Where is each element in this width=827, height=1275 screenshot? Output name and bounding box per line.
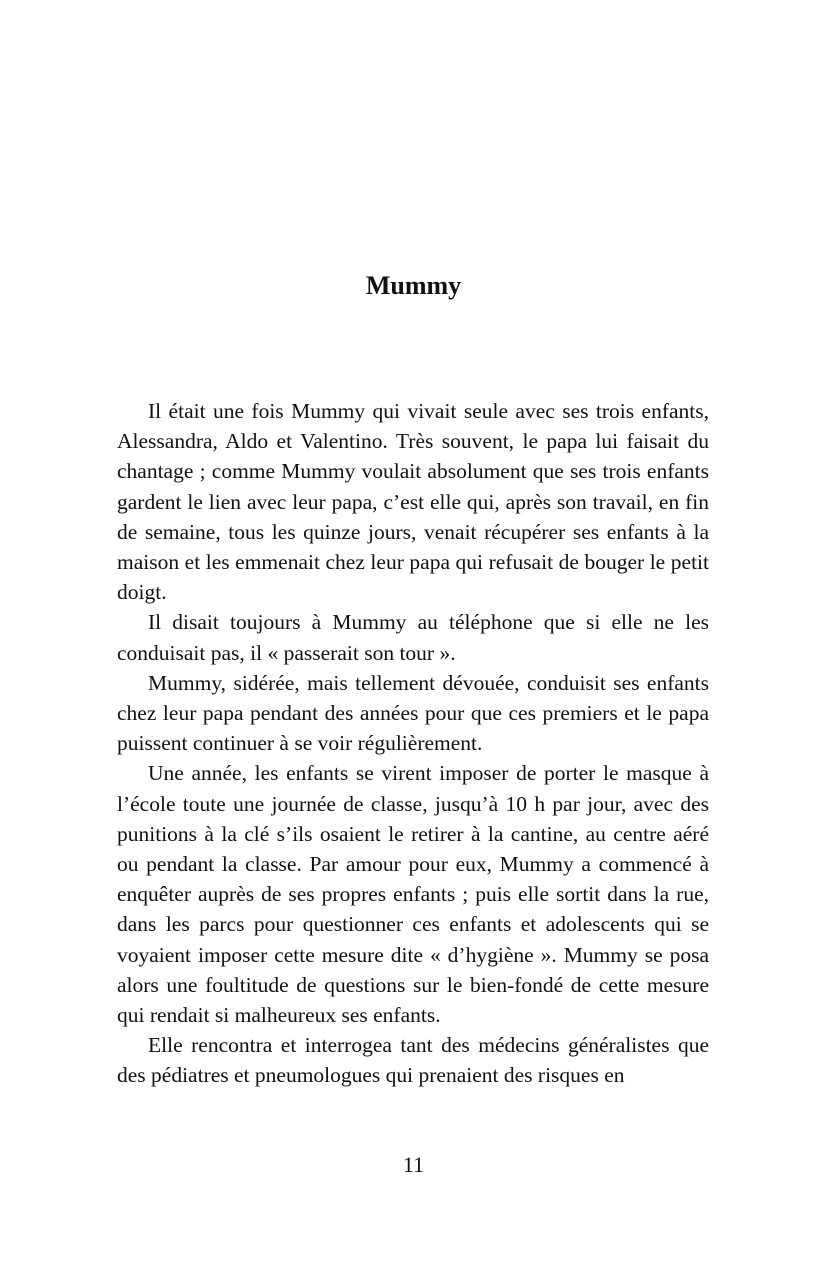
paragraph: Une année, les enfants se virent imposer de porter le masque à l’école toute une journée de classe, jusqu’à 10 h par jour, avec des punitions à la clé s’ils osaient le retirer à la cantine, au centre aéré ou pendant la classe. Par amour pour eux, Mummy a commencé à enquêter auprès de ses propres enfants ; puis elle sortit dans la rue, dans les parcs pour questionner ces enfants et adolescents qui se voyaient imposer cette mesure dite « d’hygiène ». Mummy se posa alors une foultitude de questions sur le bien-fondé de cette mesure qui rendait si malheureux ses enfants. <box>117 761 709 1028</box>
paragraph: Il était une fois Mummy qui vivait seule avec ses trois enfants, Alessandra, Aldo et Valentino. Très souvent, le papa lui faisait du chantage ; comme Mummy voulait absolument que ses trois enfants gardent le lien avec leur papa, c’est elle qui, après son travail, en fin de semaine, tous les quinze jours, venait récupérer ses enfants à la maison et les emmenait chez leur papa qui refusait de bouger le petit doigt. <box>117 399 709 605</box>
chapter-title: Mummy <box>365 271 462 300</box>
paragraph: Mummy, sidérée, mais tellement dévouée, conduisit ses enfants chez leur papa pendant des années pour que ces premiers et le papa puissent continuer à se voir régulièrement. <box>117 670 709 756</box>
paragraph: Elle rencontra et interrogea tant des médecins généralistes que des pédiatres et pneumologues qui prenaient des risques en <box>117 1033 709 1088</box>
body-text <box>117 396 709 1091</box>
page-number: 11 <box>402 1152 425 1177</box>
paragraph: Il disait toujours à Mummy au téléphone que si elle ne les conduisait pas, il « passerait son tour ». <box>117 610 709 665</box>
